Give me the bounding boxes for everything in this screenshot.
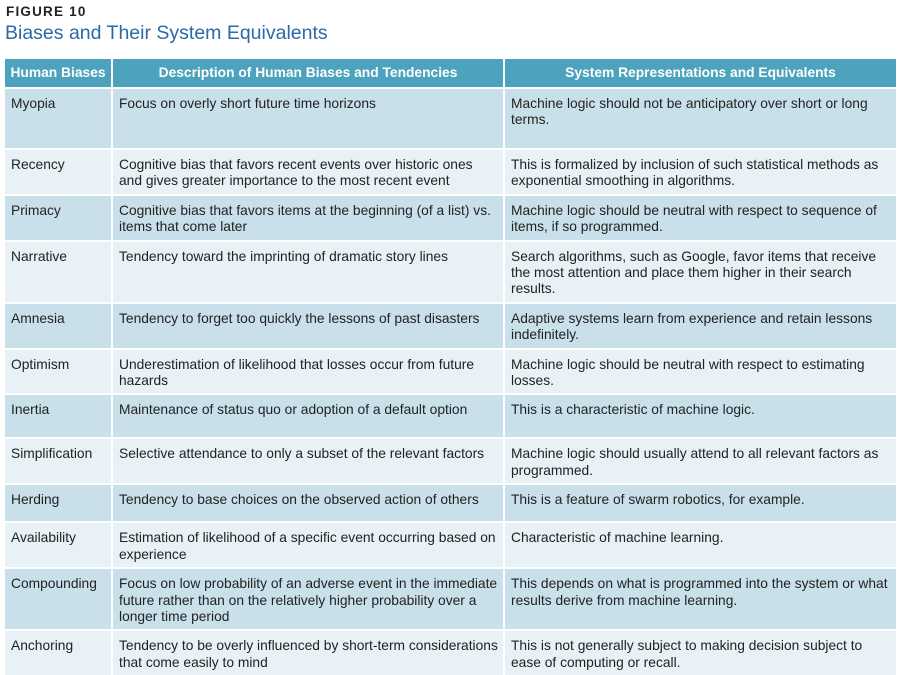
description-cell: Tendency toward the imprinting of dramatic story lines [112, 241, 504, 303]
header-description: Description of Human Biases and Tendencies [112, 59, 504, 88]
bias-cell: Primacy [5, 195, 112, 241]
bias-cell: Amnesia [5, 303, 112, 349]
bias-cell: Availability [5, 522, 112, 568]
table-row [5, 438, 896, 484]
description-cell: Maintenance of status quo or adoption of a default option [112, 394, 504, 438]
system-cell: This is not generally subject to making decision subject to ease of computing or recall. [504, 630, 896, 675]
table-row [5, 630, 896, 675]
header-system-equivalents: System Representations and Equivalents [504, 59, 896, 88]
figure-title: Biases and Their System Equivalents [5, 22, 328, 44]
table-row [5, 349, 896, 395]
table-row [5, 88, 896, 149]
bias-cell: Optimism [5, 349, 112, 395]
description-cell: Focus on overly short future time horizons [112, 88, 504, 149]
bias-cell: Recency [5, 149, 112, 195]
system-cell: Machine logic should usually attend to all relevant factors as programmed. [504, 438, 896, 484]
system-cell: Machine logic should be neutral with respect to sequence of items, if so programmed. [504, 195, 896, 241]
header-human-biases: Human Biases [5, 59, 112, 88]
table-row [5, 241, 896, 303]
table-row [5, 568, 896, 630]
table-row [5, 195, 896, 241]
system-cell: This is a characteristic of machine logic. [504, 394, 896, 438]
description-cell: Tendency to base choices on the observed action of others [112, 484, 504, 522]
system-cell: This is a feature of swarm robotics, for example. [504, 484, 896, 522]
bias-cell: Inertia [5, 394, 112, 438]
table-row [5, 149, 896, 195]
figure-label: FIGURE 10 [6, 4, 87, 19]
description-cell: Cognitive bias that favors items at the beginning (of a list) vs. items that come later [112, 195, 504, 241]
system-cell: Characteristic of machine learning. [504, 522, 896, 568]
bias-cell: Myopia [5, 88, 112, 149]
description-cell: Tendency to forget too quickly the lessons of past disasters [112, 303, 504, 349]
description-cell: Cognitive bias that favors recent events over historic ones and gives greater importance to the most recent event [112, 149, 504, 195]
table-header-row [5, 59, 896, 88]
table-row [5, 484, 896, 522]
table-row [5, 303, 896, 349]
system-cell: Machine logic should be neutral with respect to estimating losses. [504, 349, 896, 395]
system-cell: Machine logic should not be anticipatory over short or long terms. [504, 88, 896, 149]
description-cell: Focus on low probability of an adverse event in the immediate future rather than on the relatively higher probability over a longer time period [112, 568, 504, 630]
table-row [5, 522, 896, 568]
bias-cell: Anchoring [5, 630, 112, 675]
system-cell: This is formalized by inclusion of such statistical methods as exponential smoothing in algorithms. [504, 149, 896, 195]
table-row [5, 394, 896, 438]
system-cell: This depends on what is programmed into the system or what results derive from machine learning. [504, 568, 896, 630]
biases-table [5, 59, 896, 675]
description-cell: Tendency to be overly influenced by short-term considerations that come easily to mind [112, 630, 504, 675]
bias-cell: Compounding [5, 568, 112, 630]
bias-cell: Simplification [5, 438, 112, 484]
description-cell: Underestimation of likelihood that losses occur from future hazards [112, 349, 504, 395]
system-cell: Adaptive systems learn from experience and retain lessons indefinitely. [504, 303, 896, 349]
system-cell: Search algorithms, such as Google, favor items that receive the most attention and place them higher in their search results. [504, 241, 896, 303]
bias-cell: Narrative [5, 241, 112, 303]
description-cell: Selective attendance to only a subset of the relevant factors [112, 438, 504, 484]
bias-cell: Herding [5, 484, 112, 522]
description-cell: Estimation of likelihood of a specific event occurring based on experience [112, 522, 504, 568]
